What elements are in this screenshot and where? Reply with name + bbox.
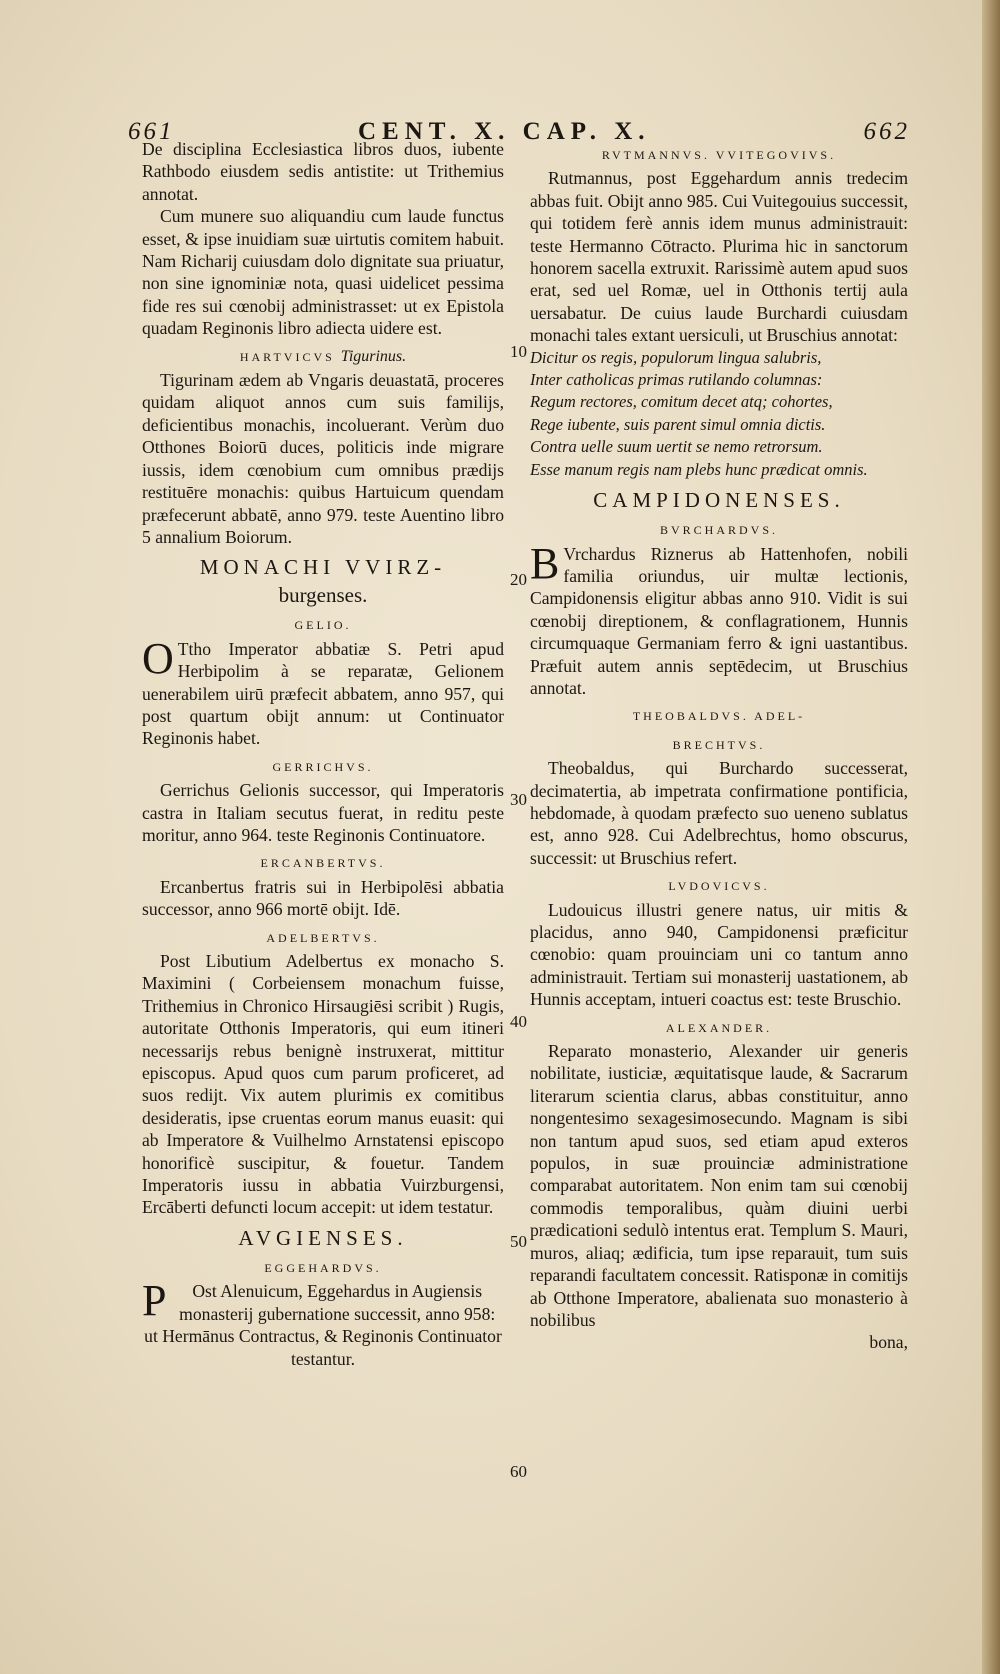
- line-number: 40: [510, 1012, 527, 1031]
- catchword: bona,: [869, 1332, 908, 1353]
- paragraph: Ludouicus illustri genere natus, uir mitis & placidus, anno 940, Campidonensi præficitur cœnobio: quam prouinciam uni co tantum anno administrauit. Tertiam sui monasterij uastationem, ab Hunnis acceptam, intueri coactus est: teste Bruschio.: [530, 899, 908, 1010]
- line-number: 10: [510, 342, 527, 361]
- paragraph: Theobaldus, qui Burchardo successerat, decimatertia, ab impetrata confirmatione pontificia, hebdomade, à quodam præfecto suo ueneno sublatus est, anno 928. Cui Adelbrechtus, homo obscurus, successit: ut Bruschius refert.: [530, 758, 908, 868]
- verse-line: Contra uelle suum uertit se nemo retrorsum.: [530, 437, 823, 457]
- entry-heading-cont: BRECHTVS.: [672, 737, 766, 752]
- drop-cap: P: [142, 1276, 167, 1326]
- verse-line: Inter catholicas primas rutilando columnas:: [530, 370, 823, 390]
- paragraph: Cum munere suo aliquandiu cum laude functus esset, & ipse inuidiam suæ uirtutis comitem habuit. Nam Richarij cuiusdam dolo dignitate sua priuatur, non sine ignominiæ nota, quasi uidelicet pessima fide res sui cœnobij administrasset: ut ex Epistola quadam Reginonis libro adiecta uidere est.: [142, 206, 504, 339]
- verse-line: Dicitur os regis, populorum lingua salubris,: [530, 347, 822, 367]
- section-heading-cont: burgenses.: [278, 583, 368, 608]
- entry-heading: LVDOVICVS.: [668, 879, 770, 894]
- right-column: [530, 138, 908, 1354]
- paragraph: Reparato monasterio, Alexander uir generis nobilitate, iusticiæ, æquitatisque laude, & Sacrarum literarum scientia clarus, abbas constituitur, anno nongentesimo sexagesimosecundo. Magnam is sibi non tantum apud suos, sed etiam apud exteros populos, in suæ prouinciæ administratione comparabat autoritatem. Non enim tam sui cœnobij commodis temporalibus, quàm diuini uerbi prædicationi sedulò intentus erat. Templum S. Mauri, muros, aliaq; ædificia, tum ipse reparauit, tum suis reparandi facultatem concessit. Ratisponæ in comitijs ab Otthone Imperatore, abalienata suo monasterio à nobilibus: [530, 1041, 908, 1330]
- line-number: 50: [510, 1232, 527, 1251]
- paragraph: Gerrichus Gelionis successor, qui Imperatoris castra in Italiam secutus fuerat, in reditu peste moritur, anno 964. teste Reginonis Continuatore.: [142, 780, 504, 845]
- running-head: CENT. X. CAP. X.: [358, 118, 651, 145]
- section-heading: CAMPIDONENSES.: [593, 488, 845, 513]
- page-number-right: 662: [863, 118, 910, 145]
- entry-heading: GERRICHVS.: [272, 759, 374, 774]
- drop-cap: O: [142, 633, 174, 683]
- paragraph: P Ost Alenuicum, Eggehardus in Augiensis monasterij gubernatione successit, anno 958: ut Hermānus Contractus, & Reginonis Continuator testantur.: [142, 1276, 502, 1369]
- entry-heading: THEOBALDVS. ADEL-: [632, 709, 806, 724]
- verse-line: Regum rectores, comitum decet atq; cohortes,: [530, 392, 833, 412]
- page-edge-shadow: [982, 0, 1000, 1674]
- entry-heading: RVTMANNVS. VVITEGOVIVS.: [601, 148, 837, 162]
- entry-heading: ERCANBERTVS.: [260, 856, 386, 871]
- line-number: 60: [510, 1462, 527, 1481]
- entry-heading: EGGEHARDVS.: [264, 1260, 382, 1275]
- left-column: [142, 138, 504, 1370]
- paragraph: De disciplina Ecclesiastica libros duos, iubente Rathbodo eiusdem sedis antistite: ut Trithemius annotat.: [142, 139, 504, 204]
- page-number-left: 661: [128, 118, 175, 145]
- verse-line: Rege iubente, suis parent simul omnia dictis.: [530, 414, 826, 434]
- entry-heading: ALEXANDER.: [665, 1020, 773, 1035]
- drop-cap: B: [530, 538, 560, 588]
- verse-line: Esse manum regis nam plebs hunc prædicat omnis.: [530, 459, 868, 479]
- line-number: 20: [510, 570, 527, 589]
- paragraph: Post Libutium Adelbertus ex monacho S. Maximini ( Corbeiensem monachum fuisse, Trithemius in Chronico Hirsaugiēsi scribit ) Rugis, autoritate Otthonis Imperatoris, qui eum itineri necessarijs rebus benignè instruxerat, mittitur episcopus. Apud quos cum parum proficeret, ad suos redijt. Vix autem plurimis ex comitibus desideratis, ipse cruentas eorum manus euasit: qui ab Imperatore & Vuilhelmo Arnstatensi episcopo honorificè suscipitur, & fouetur. Tandem Imperatoris iussu in abbatia Vuirzburgensi, Ercāberti defuncti locum accepit: ut idem testatur.: [142, 951, 504, 1218]
- entry-heading: BVRCHARDVS.: [659, 523, 779, 538]
- line-number: 30: [510, 790, 527, 809]
- paragraph: O Ttho Imperator abbatiæ S. Petri apud Herbipolim à se reparatæ, Gelionem uenerabilem uirū præfecit abbatem, anno 957, qui post quartum obijt annum: ut Continuator Reginonis habet.: [142, 633, 504, 749]
- paragraph: B Vrchardus Riznerus ab Hattenhofen, nobili familia oriundus, uir multæ lectionis, Campidonensis eligitur abbas anno 910. Vidit is sui cœnobij direptionem, & conflagrationem, Hunnis circumquaque Germaniam ferro & igni uastantibus. Præfuit autem annis septēdecim, ut Bruschius annotat.: [530, 538, 908, 698]
- entry-heading: ADELBERTVS.: [266, 930, 380, 945]
- paragraph: Ercanbertus fratris sui in Herbipolēsi abbatia successor, anno 966 mortē obijt. Idē.: [142, 876, 504, 920]
- section-heading: MONACHI VVIRZ-: [199, 555, 447, 580]
- section-heading: AVGIENSES.: [238, 1225, 408, 1250]
- entry-heading: GELIO.: [294, 618, 352, 633]
- entry-heading: HARTVICVS Tigurinus.: [239, 347, 407, 365]
- paragraph: Rutmannus, post Eggehardum annis tredecim abbas fuit. Obijt anno 985. Cui Vuitegouius successit, qui totidem ferè annis idem munus administrauit: teste Hermanno Cōtracto. Plurima hic in sanctorum honorem sacella extruxit. Rarissimè autem apud suos erat, sed uel Romæ, uel in Otthonis tertij aula uersabatur. De cuius laude Burchardi cuiusdam monachi tales extant uersiculi, ut Bruschius annotat:: [530, 168, 908, 346]
- paragraph: Tigurinam ædem ab Vngaris deuastatā, proceres quidam aliquot annos cum suis familijs, deficientibus monachis, incoluerant. Verùm duo Otthones Boiorū duces, politicis inde migrare iussis, idem cœnobium cum omnibus prædijs restituēre monachis: quibus Hartuicum quendam præfecerunt abbatē, anno 979. teste Auentino libro 5 annalium Boiorum.: [142, 370, 504, 547]
